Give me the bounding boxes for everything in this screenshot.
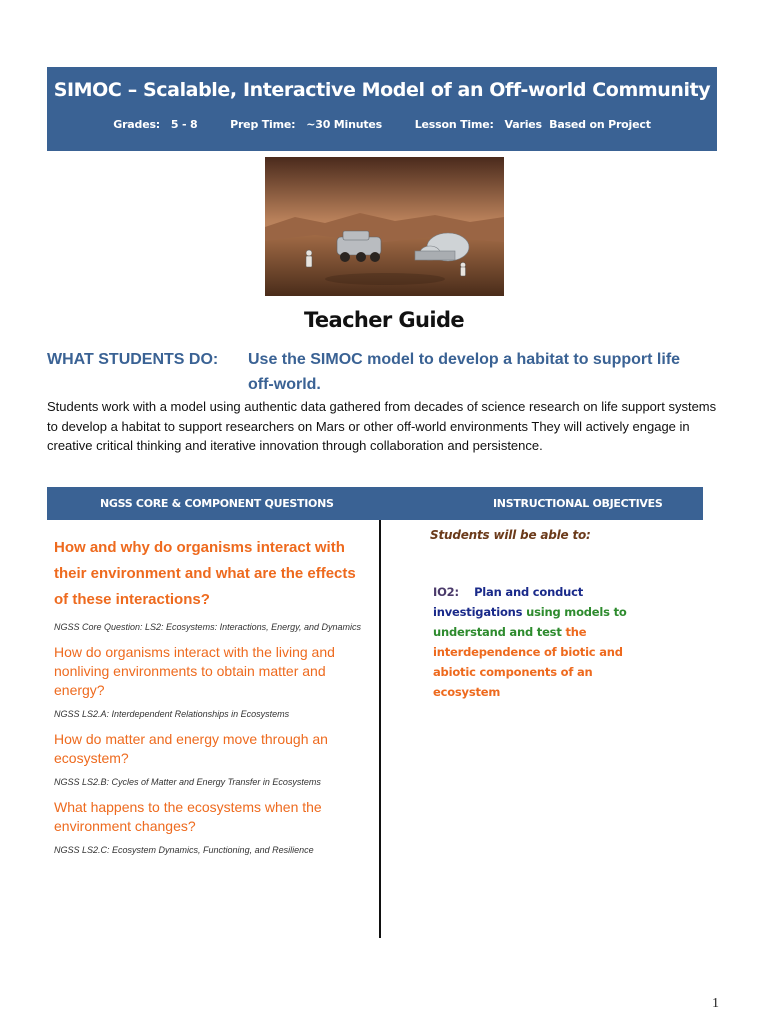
component-question: How do matter and energy move through an ecosystem?	[54, 731, 328, 766]
able-to-label: Students will be able to:	[430, 528, 591, 542]
objective-part-interdependence: the interdependence of biotic and abiotic components of an ecosystem	[433, 625, 623, 699]
page-number: 1	[712, 996, 719, 1011]
objective-id: IO2:	[433, 585, 459, 599]
component-question-note: NGSS LS2.A: Interdependent Relationships in Ecosystems	[54, 709, 290, 719]
lesson-meta: Grades: 5 - 8 Prep Time: ~30 Minutes Lesson Time: Varies Based on Project	[113, 118, 651, 131]
what-students-do-label: WHAT STUDENTS DO:	[47, 351, 219, 368]
objectives-column	[430, 528, 650, 699]
component-question: What happens to the ecosystems when the environment changes?	[54, 799, 322, 834]
core-question: How and why do organisms interact with their environment and what are the effects of these interactions?	[54, 539, 356, 608]
column-header-objectives: INSTRUCTIONAL OBJECTIVES	[493, 497, 663, 510]
mars-habitat-image	[265, 157, 504, 296]
header-banner	[47, 67, 720, 151]
table-header	[47, 487, 703, 520]
objective-io2	[433, 582, 645, 702]
component-question-note: NGSS LS2.C: Ecosystem Dynamics, Functioning, and Resilience	[54, 845, 314, 855]
core-question-note: NGSS Core Question: LS2: Ecosystems: Interactions, Energy, and Dynamics	[54, 622, 361, 632]
component-question-note: NGSS LS2.B: Cycles of Matter and Energy Transfer in Ecosystems	[54, 777, 321, 787]
what-students-do-text: Use the SIMOC model to develop a habitat to support life off-world.	[248, 351, 681, 393]
document-title: SIMOC – Scalable, Interactive Model of an Off-world Community	[53, 79, 711, 101]
component-question: How do organisms interact with the living and nonliving environments to obtain matter and energy?	[54, 644, 335, 698]
intro-paragraph: Students work with a model using authentic data gathered from decades of science research on life support systems to develop a habitat to support researchers on Mars or other off-world environments They will actively engage in creative critical thinking and iterative innovation through collaboration and persistence.	[47, 399, 717, 453]
objective-part-plan: Plan and conduct investigations	[433, 585, 584, 619]
column-divider	[379, 520, 381, 938]
guide-title: Teacher Guide	[303, 308, 465, 332]
column-header-questions: NGSS CORE & COMPONENT QUESTIONS	[100, 497, 334, 510]
objective-part-models: using models to understand and test	[433, 605, 627, 639]
questions-column	[54, 535, 364, 857]
